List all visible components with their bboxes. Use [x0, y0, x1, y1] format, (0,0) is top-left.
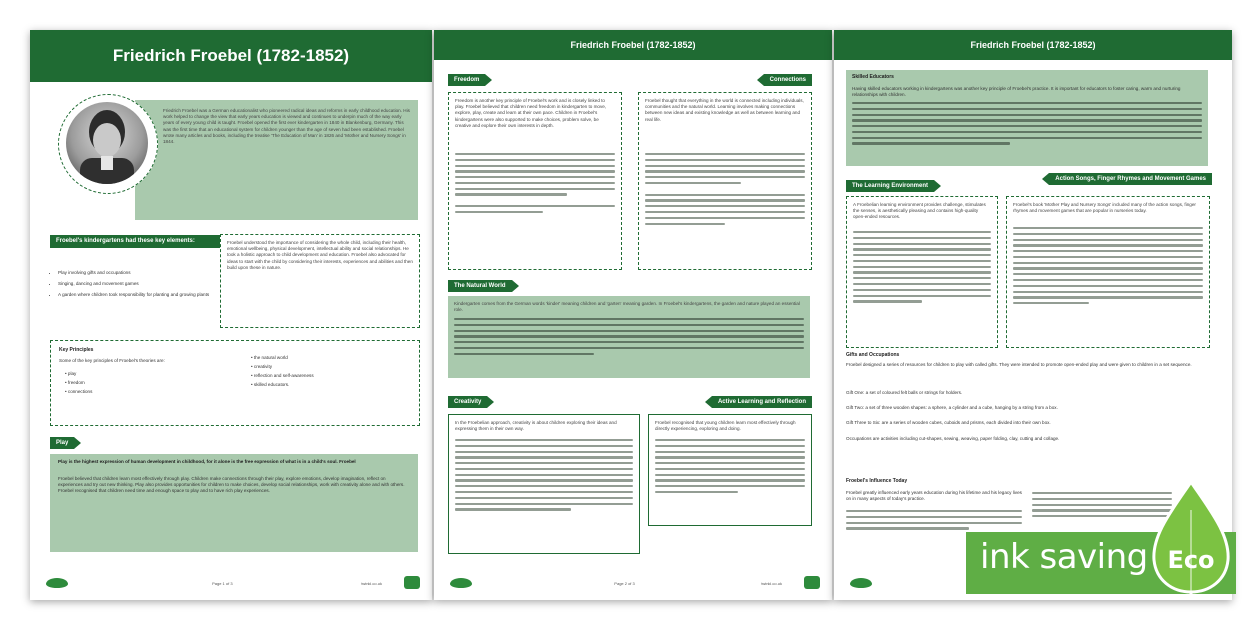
text-lines: [455, 153, 615, 217]
page-2-footer: [446, 578, 820, 592]
key-principles-intro: Some of the key principles of Froebel's theories are:: [59, 358, 165, 363]
freedom-text: Freedom is another key principle of Froebel's work and is closely linked to play. Froebel believed that children need freedom in kindergarten to move, explore, play, create and learn at their own pace. Children in Froebel's kindergartens were also supported to make choices, problem solve, be creative and explore their own interests in depth.: [455, 98, 607, 128]
influence-text: Froebel greatly influenced early years education during his lifetime and his legacy lives on in many aspects of today's practice.: [846, 490, 1022, 502]
text-lines: [846, 510, 1022, 533]
quality-badge-icon: [804, 576, 820, 589]
active-learning-text: Froebel recognised that young children learn most effectively through directly experiencing, exploring and doing.: [655, 420, 796, 432]
creativity-box: [448, 414, 640, 554]
action-songs-text: Froebel's book 'Mother Play and Nursery Songs' included many of the action songs, finger rhymes and movement games that are popular in nurseries today.: [1013, 202, 1196, 214]
influence-heading: Froebel's Influence Today: [846, 478, 908, 484]
quality-badge-icon: [404, 576, 420, 589]
principle-item: • reflection and self-awareness: [251, 373, 314, 378]
freedom-box: [448, 92, 622, 270]
principle-item: • creativity: [251, 364, 273, 369]
creativity-text: In the Froebelian approach, creativity is about children exploring their ideas and expressing them in their own way.: [455, 420, 617, 432]
eco-leaf-icon: [1150, 480, 1232, 600]
play-heading: Play: [50, 437, 74, 449]
twinkl-logo-icon: [450, 578, 472, 588]
connections-heading: Connections: [764, 74, 812, 86]
play-quote: Play is the highest expression of human development in childhood, for it alone is the free expression of what is in a child's soul. Froebel: [58, 459, 356, 464]
occupations-text: Occupations are activities including cut-shapes, sewing, weaving, paper folding, clay, cutting and collage.: [846, 436, 1060, 441]
page-number: Page 2 of 3: [614, 581, 635, 586]
gift-one-text: Gift One: a set of coloured felt balls or strings for holders.: [846, 390, 963, 395]
intro-panel: [135, 100, 418, 220]
twinkl-logo-icon: [46, 578, 68, 588]
principle-item: • connections: [65, 389, 93, 394]
text-lines: [655, 439, 805, 497]
learning-environment-heading: The Learning Environment: [846, 180, 934, 192]
list-item: • Play involving gifts and occupations: [58, 270, 233, 276]
principle-item: • skilled educators.: [251, 382, 290, 387]
footer-brand: twinkl.co.uk: [361, 581, 382, 586]
principle-item: • the natural world: [251, 355, 288, 360]
text-lines: [455, 439, 633, 514]
page-number: Page 1 of 3: [212, 581, 233, 586]
learning-environment-text: A Froebelian learning environment provides challenge, stimulates the senses, is aesthetically pleasing and contains high-quality open-ended resources.: [853, 202, 986, 220]
footer-brand: twinkl.co.uk: [761, 581, 782, 586]
text-lines: [1013, 227, 1203, 308]
page-3-title: Friedrich Froebel (1782-1852): [834, 30, 1232, 60]
gifts-text: Froebel designed a series of resources for children to play with called gifts. They were intended to promote open-ended play and were given to children in a set sequence.: [846, 362, 1192, 367]
gift-two-text: Gift Two: a set of three wooden shapes: a sphere, a cylinder and a cube, hanging by a string from a box.: [846, 405, 1058, 410]
play-panel: [50, 454, 418, 552]
kindergarten-list: [46, 270, 233, 303]
freedom-heading: Freedom: [448, 74, 485, 86]
page-1-title: Friedrich Froebel (1782-1852): [30, 30, 432, 82]
gifts-heading: Gifts and Occupations: [846, 352, 900, 358]
natural-world-text: Kindergarten comes from the German words 'kinder' meaning children and 'garten' meaning garden. In Froebel's kindergartens, the garden and nature played an essential role.: [454, 301, 800, 313]
list-item: • Singing, dancing and movement games: [58, 281, 233, 287]
text-lines: [853, 231, 991, 306]
key-principles-box: [50, 340, 420, 426]
page-2-title: Friedrich Froebel (1782-1852): [434, 30, 832, 60]
page-1-footer: [42, 578, 420, 592]
skilled-educators-text: Having skilled educators working in kindergartens was another key principle of Froebel's practice. It is important for educators to foster caring, warm and nurturing relationships with children.: [852, 86, 1181, 98]
twinkl-logo-icon: [850, 578, 872, 588]
eco-label: Eco: [1167, 546, 1215, 574]
connections-box: [638, 92, 812, 270]
key-principles-heading: Key Principles: [59, 347, 94, 353]
text-lines: [645, 153, 805, 228]
action-songs-box: [1006, 196, 1210, 348]
creativity-heading: Creativity: [448, 396, 487, 408]
skilled-educators-panel: [846, 70, 1208, 166]
skilled-educators-heading: Skilled Educators: [852, 74, 894, 80]
whole-child-text: Froebel understood the importance of considering the whole child, including their health, emotional wellbeing, physical development, intellectual ability and social relationships. He took a holistic approach to child development and education. Froebel also advocated for ideas to start with the child by considering their interests, experiences and abilities and then build upon these in nature.: [227, 240, 413, 270]
text-lines: [454, 318, 804, 358]
principle-item: • freedom: [65, 380, 85, 385]
froebel-portrait-image: [66, 102, 148, 184]
list-item: • A garden where children took responsibility for planting and growing plants: [58, 292, 233, 298]
kindergarten-heading: Froebel's kindergartens had these key elements:: [50, 235, 222, 248]
play-text: Froebel believed that children learn most effectively through play. Children make connections through their play, explore emotions, develop imagination, reflect on experiences and try out new thinking. Play also provides opportunities for children to make choices, develop social relationships, work with creativity alone and with others. Froebel recognised that children need time and enough space to play and to have rich play experiences.: [58, 476, 405, 494]
ink-saving-label: ink saving: [980, 537, 1148, 577]
natural-world-heading: The Natural World: [448, 280, 512, 292]
active-learning-box: [648, 414, 812, 526]
intro-text: Friedrich Froebel was a German educationalist who pioneered radical ideas and reforms in early childhood education. His work helped to change the view that early years education is viewed and continues to underpin much of the way early years of every young child is taught. Froebel opened the first ever kindergarten in 1840 in Blankenburg, Germany. This was the first time that an educational system for children younger than the age of seven had been established. Froebel wrote many articles and books, including the treatise 'The Education of Man' in 1826 and 'Mother and Nursery Songs' in 1844.: [163, 108, 410, 145]
principles-left-column: [65, 369, 92, 396]
principles-right-column: [251, 353, 314, 389]
page-2: [434, 30, 832, 600]
connections-text: Froebel thought that everything in the world is connected including individuals, communities and the natural world. Learning involves making connections between new ideas and existing knowledge as well as between learning and real life.: [645, 98, 804, 122]
gift-three-text: Gift Three to Six: are a series of wooden cubes, cuboids and prisms, each divided into their own box.: [846, 420, 1051, 425]
active-learning-heading: Active Learning and Reflection: [712, 396, 812, 408]
principle-item: • play: [65, 371, 77, 376]
whole-child-box: [220, 234, 420, 328]
text-lines: [852, 102, 1202, 148]
page-1: [30, 30, 432, 600]
learning-environment-box: [846, 196, 998, 348]
action-songs-heading: Action Songs, Finger Rhymes and Movement Games: [1049, 173, 1212, 185]
natural-world-panel: [448, 296, 810, 378]
